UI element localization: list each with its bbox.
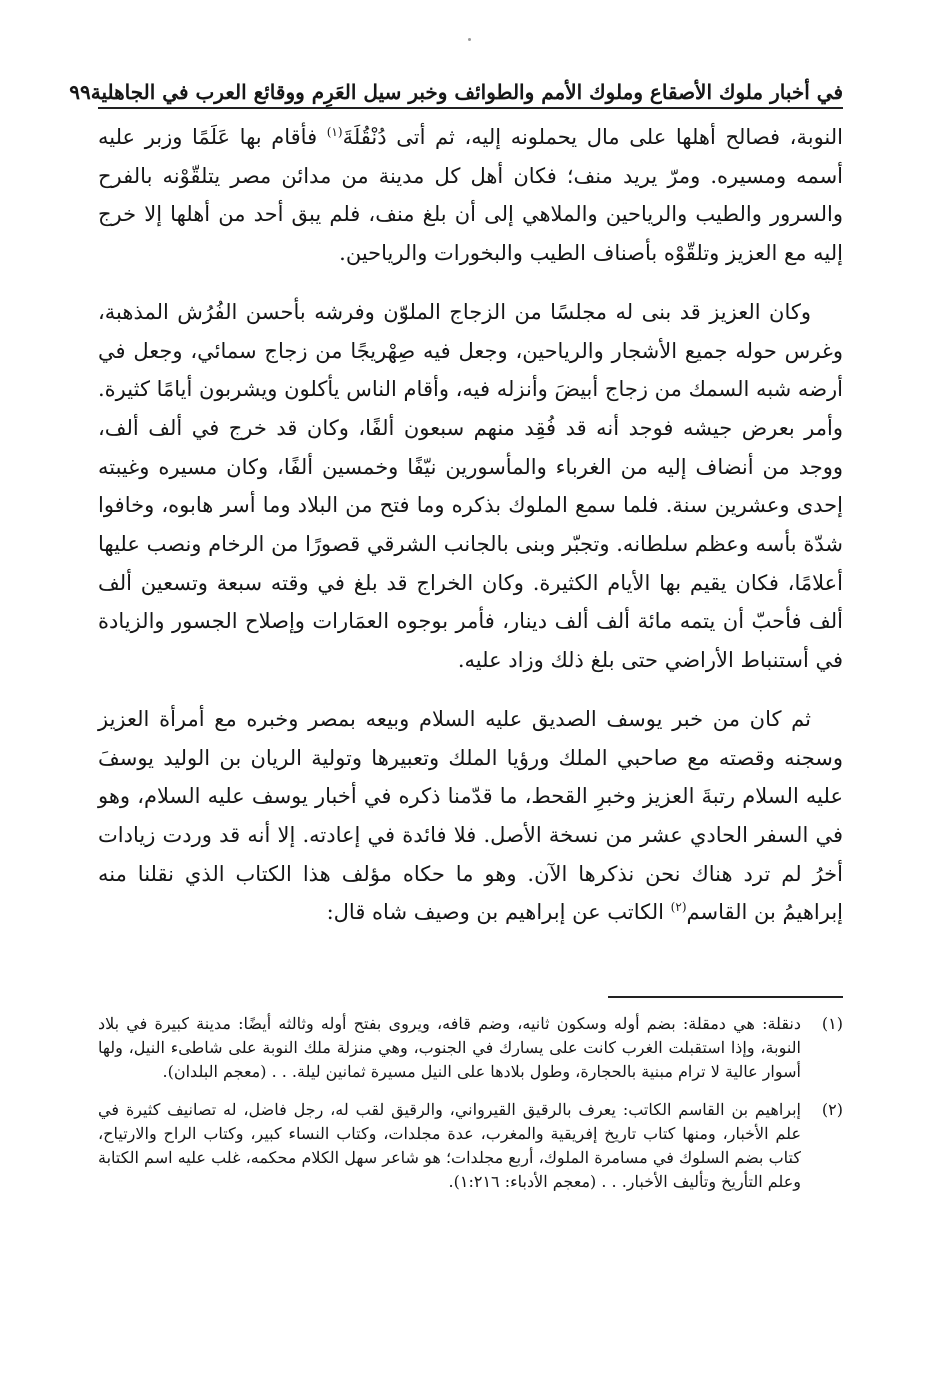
footnote-text: إبراهيم بن القاسم الكاتب: يعرف بالرقيق القيرواني، والرقيق لقب له، رجل فاضل، له تصانيف كثيرة في علم الأخبار، ومنها كتاب تاريخ إفريقية والمغرب، عدة مجلدات، وكتاب النساء كبير، وكتاب الراح والارتياح، كتاب بضم السلوك في مسامرة الملوك، أربع مجلدات؛ هو شاعر سهل الكلام محكمه، غلب عليه اسم الكتابة وعلم التأريخ وتأليف الأخبار. . . (معجم الأدباء: ١:٢١٦). [98, 1100, 801, 1191]
paragraph-3 [98, 700, 843, 932]
paragraph-1-part-b: فأقام بها عَلَمًا وزبر عليه أسمه ومسيره. ومرّ يريد منف؛ فكان أهل كل مدينة من مدائن مصر يتلقّوْنه بالفرح والسرور والطيب والرياحين والملاهي إلى أن بلغ منف، فلم يبق أحد من أهلها إلا خرج إليه مع العزيز وتلقّوْه بأصناف الطيب والبخورات والرياحين. [98, 125, 843, 266]
header-rule [98, 107, 843, 109]
footnote-2 [98, 1098, 843, 1194]
main-text [98, 118, 843, 952]
paragraph-3-part-a: ثم كان من خبر يوسف الصديق عليه السلام وبيعه بمصر وخبره مع أمرأة العزيز وسجنه وقصته مع صاحبي الملك ورؤيا الملك وتعبيرها وتولية الريان بن الوليد يوسفَ عليه السلام رتبةَ العزيز وخبرِ القحط، ما قدّمنا ذكره في أخبار يوسف عليه السلام، وهو في السفر الحادي عشر من نسخة الأصل. فلا فائدة في إعادته. إلا أنه قد وردت زيادات أخرُ لم ترد هناك نحن نذكرها الآن. وهو ما حكاه مؤلف هذا الكتاب الذي نقلنا منه إبراهيمُ بن القاسم [98, 706, 843, 925]
paragraph-1-part-a: النوبة، فصالح أهلها على مال يحملونه إليه، ثم أتى دُنْقُلَةَ [342, 125, 843, 149]
footnote-rule [608, 996, 843, 998]
paragraph-2: وكان العزيز قد بنى له مجلسًا من الزجاج الملوّن وفرشه بأحسن الفُرُش المذهبة، وغرس حوله جميع الأشجار والرياحين، وجعل فيه صِهْريجًا من زجاج سمائي، وجعل في أرضه شبه السمك من زجاج أبيضَ وأنزله فيه، وأقام الناس يأكلون ويشربون أيامًا كثيرة. وأمر بعرض جيشه فوجد أنه قد فُقِد منهم سبعون ألفًا، وكان قد خرج في ألف ألف، ووجد من أنضاف إليه من الغرباء والمأسورين نيّفًا وخمسين ألفًا، وكان مسيره وغيبته إحدى وعشرين سنة. فلما سمع الملوك بذكره وما فتح من البلاد وما أسر هابوه، وخافوا شدّة بأسه وعظم سلطانه. وتجبّر وبنى بالجانب الشرقي قصورًا من الرخام ونصب عليها أعلامًا، فكان يقيم بها الأيام الكثيرة. وكان الخراج قد بلغ في وقته سبعة وتسعين ألف ألف فأحبّ أن يتمه مائة ألف ألف دينار، فأمر بوجوه العمَارات وإصلاح الجسور والزيادة في أستنباط الأراضي حتى بلغ ذلك وزاد عليه. [98, 299, 843, 673]
running-header [69, 70, 843, 104]
footnote-ref-2[interactable]: (٢) [670, 900, 687, 915]
scan-dot [468, 38, 471, 41]
footnote-number: (٢) [821, 1100, 843, 1119]
footnote-text: دنقلة: هي دمقلة: بضم أوله وسكون ثانيه، وضم قافه، ويروى بفتح أوله وثالثه أيضًا: مدينة كبيرة في بلاد النوبة، وإذا استقبلت الغرب كانت على يسارك في الجنوب، وهي منزلة ملك النوبة على شاطىء النيل، ولها أسوار عالية لا ترام مبنية بالحجارة، وطول بلادها على النيل مسيرة ثمانين ليلة. . . (معجم البلدان). [98, 1014, 802, 1081]
page-number: ٩٩ [69, 80, 91, 104]
footnote-1 [98, 1012, 843, 1084]
footnote-ref-1[interactable]: (١) [326, 125, 343, 139]
footnotes [98, 1012, 843, 1208]
paragraph-1 [98, 118, 843, 273]
paragraph-3-part-b: الكاتب عن إبراهيم بن وصيف شاه قال: [326, 900, 671, 925]
running-title: في أخبار ملوك الأصقاع وملوك الأمم والطوائف وخبر سيل العَرِم ووقائع العرب في الجاهلية [90, 80, 843, 104]
footnote-number: (١) [821, 1014, 843, 1033]
